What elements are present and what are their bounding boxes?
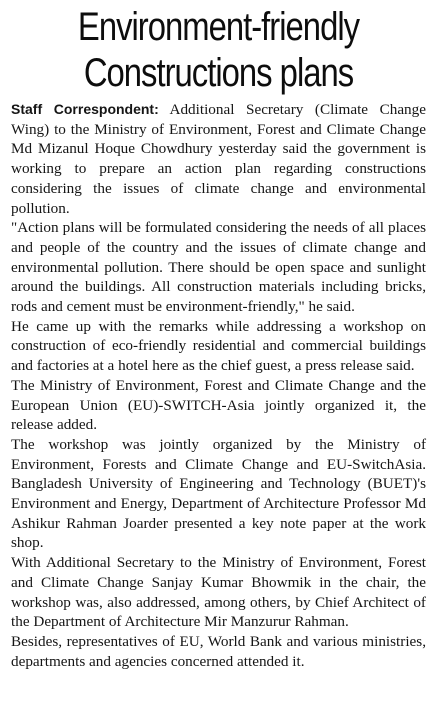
article-paragraph: With Additional Secretary to the Ministry of Environment, Forest and Climate Change Sanjay Kumar Bhowmik in the chair, the workshop was, also addressed, among others, by Chief Architect of the Department of Architecture Mir Manzurur Rahman. <box>11 554 426 631</box>
article-paragraph: The Ministry of Environment, Forest and Climate Change and the European Union (EU)-SWITCH-Asia jointly organized it, the release added. <box>11 376 426 434</box>
byline: Staff Correspondent: <box>11 101 159 117</box>
article-paragraph: The workshop was jointly organized by the Ministry of Environment, Forests and Climate Change and EU-SwitchAsia. Bangladesh University of Engineering and Technology (BUET)'s Environment and Energy, Department of Architecture Professor Md Ashikur Rahman Joarder presented a key note paper at the work shop. <box>11 435 426 552</box>
paragraph-text: Additional Secretary (Climate Change Wing) to the Ministry of Environment, Forest and Climate Change Md Mizanul Hoque Chowdhury yesterday said the government is working to prepare an action plan regarding constructions considering the issues of climate change and environmental pollution. <box>11 101 426 217</box>
article-body <box>11 100 426 671</box>
article-paragraph: "Action plans will be formulated considering the needs of all places and people of the country and the issues of climate change and environmental pollution. There should be open space and sunlight around the buildings. All construction materials including bricks, rods and cement must be environment-friendly," he said. <box>11 219 426 316</box>
article-paragraph: Besides, representatives of EU, World Bank and various ministries, departments and agencies concerned attended it. <box>11 632 426 670</box>
headline <box>48 4 388 96</box>
article-paragraph <box>11 100 426 218</box>
article-paragraph: He came up with the remarks while addressing a workshop on construction of eco-friendly residential and commercial buildings and factories at a hotel here as the chief guest, a press release said. <box>11 317 426 375</box>
headline-line-1: Environment-friendly <box>77 5 360 49</box>
headline-line-2: Constructions plans <box>83 51 354 95</box>
